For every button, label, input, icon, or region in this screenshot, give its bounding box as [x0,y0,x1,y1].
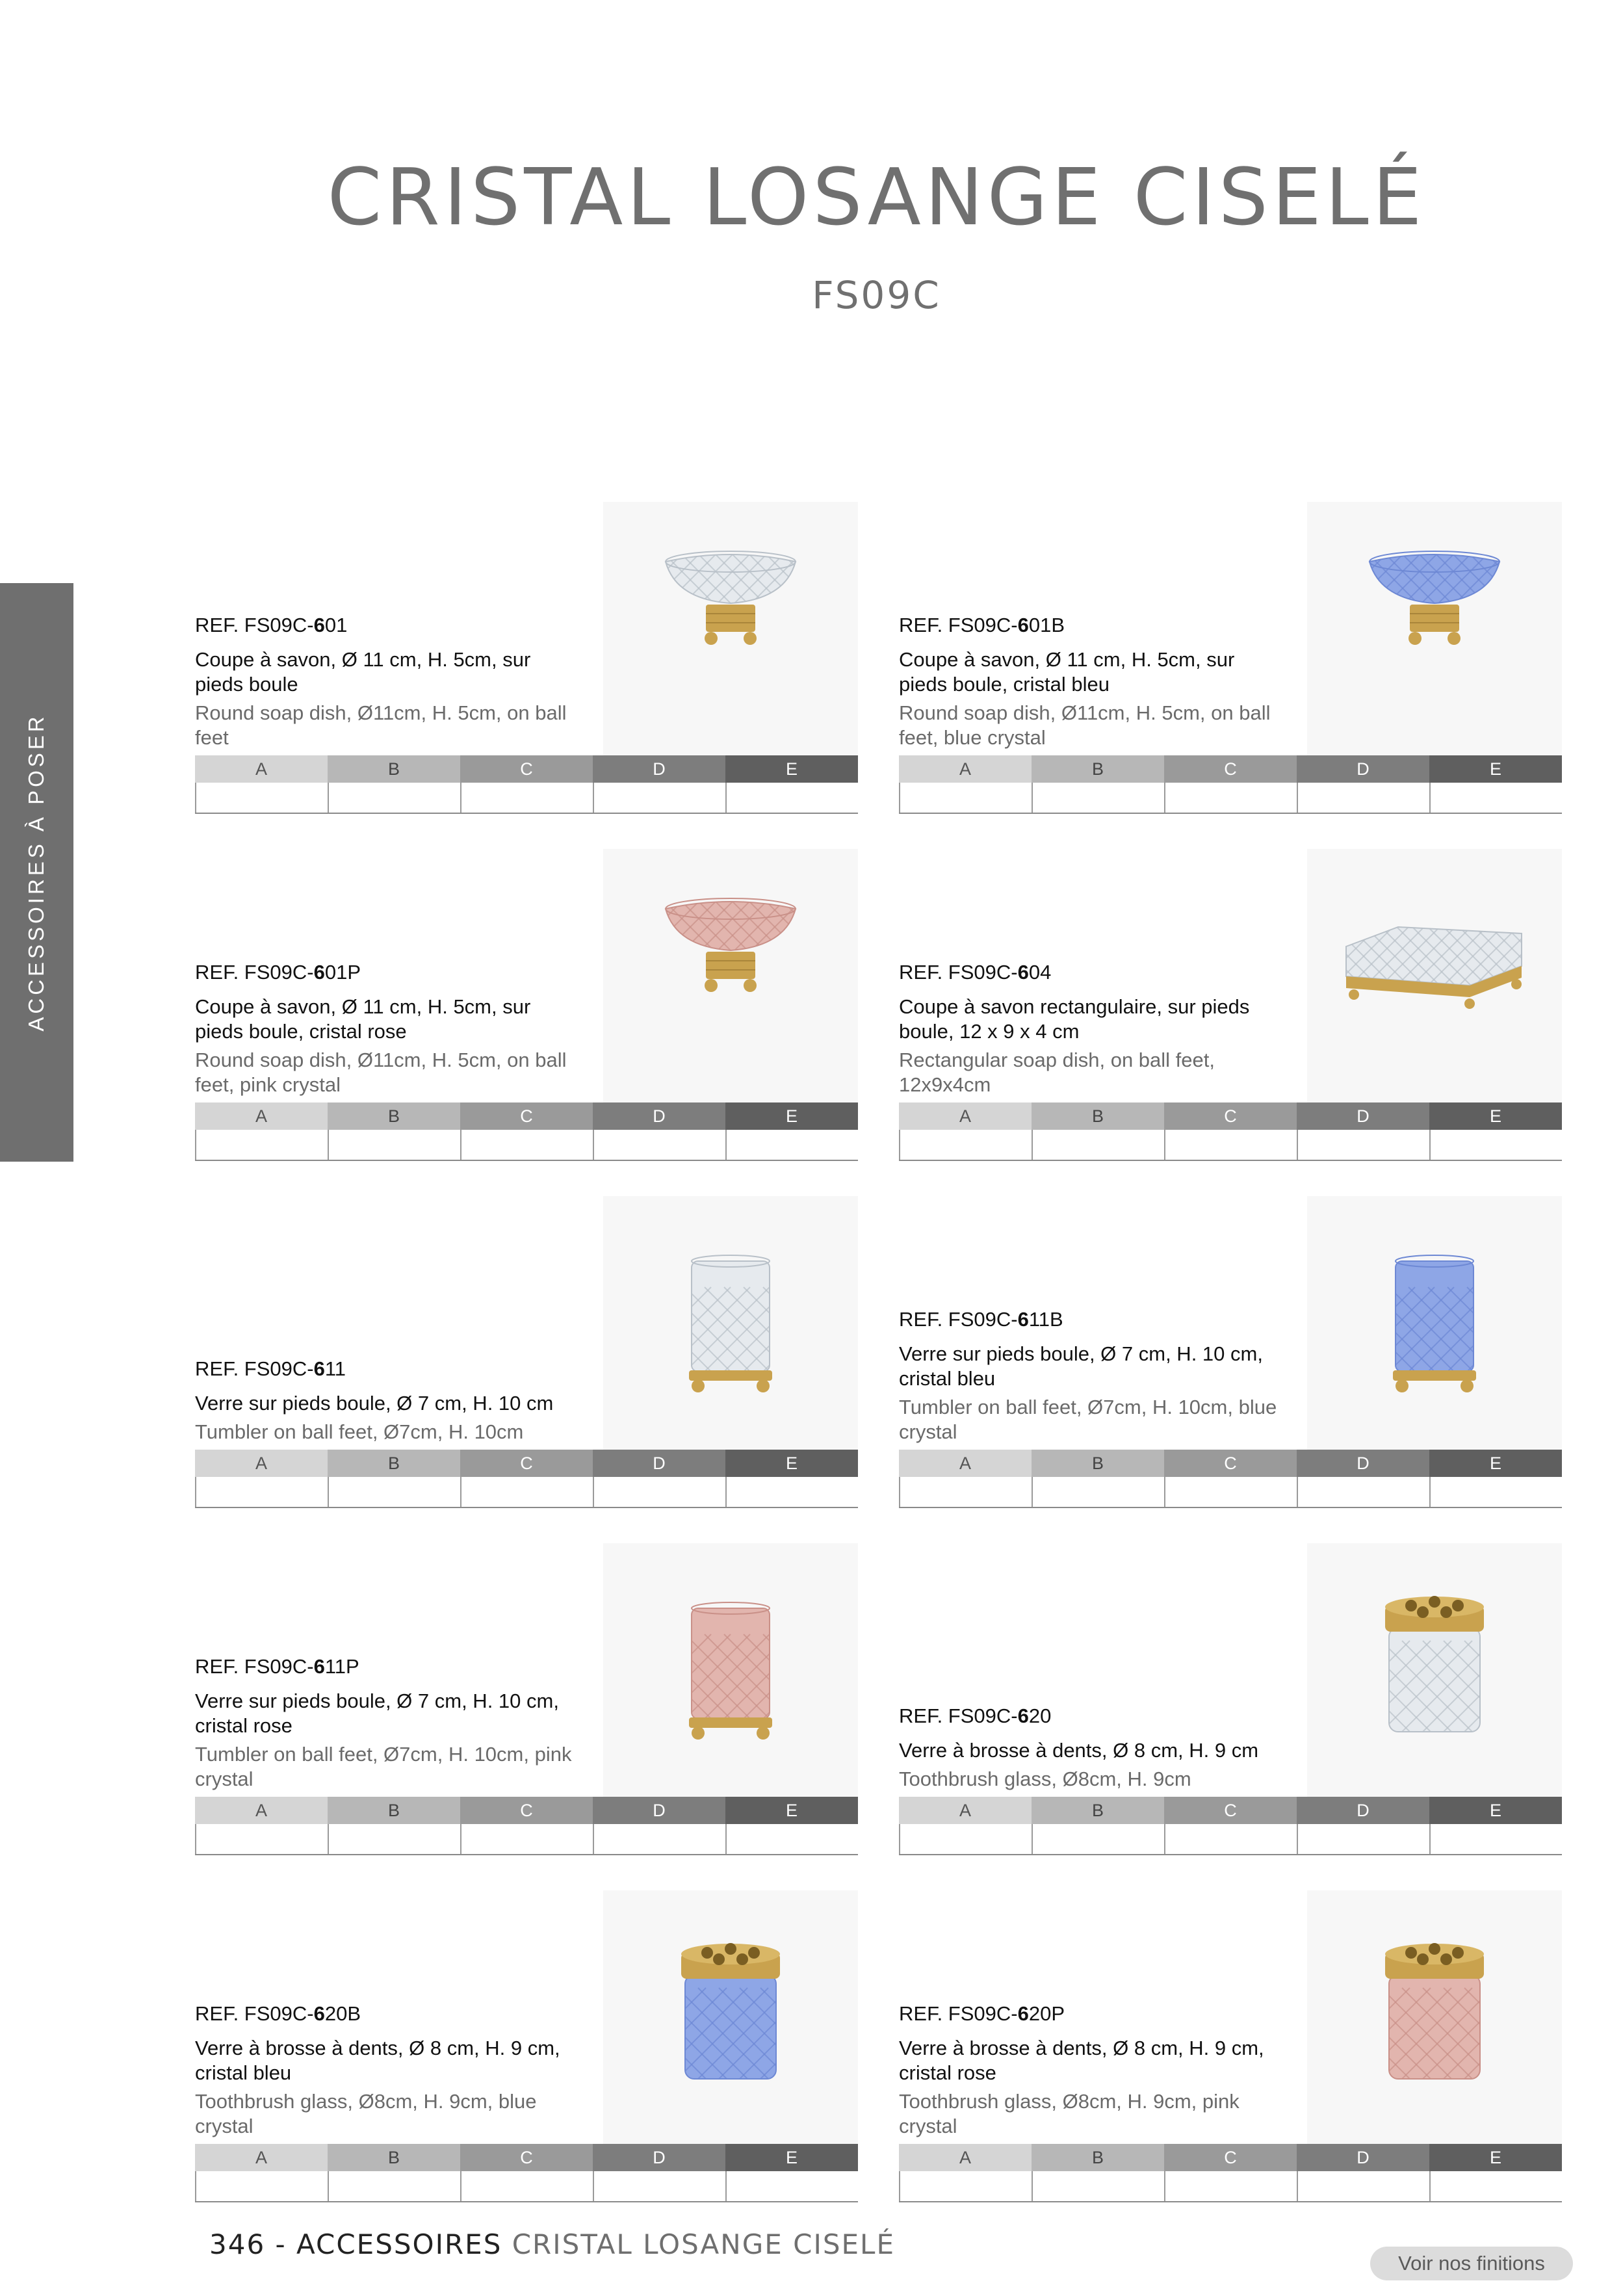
ref-suffix: 20P [1028,2002,1065,2025]
finish-table-header [899,2144,1562,2171]
finish-cell-d[interactable] [1297,783,1429,813]
ref-prefix: REF. FS09C- [195,1655,314,1678]
product-image [1307,1890,1562,2150]
finish-table-row [195,1824,858,1855]
finish-table-row [899,1477,1562,1508]
description-english-line: crystal [899,2115,957,2137]
finish-cell-b[interactable] [328,2171,460,2201]
ref-bold-digit: 6 [1017,614,1029,636]
finish-column-a: A [899,2144,1032,2171]
finish-column-b: B [328,1797,460,1824]
finish-column-a: A [195,1797,328,1824]
finish-table [195,1102,858,1162]
see-finishes-button[interactable]: Voir nos finitions [1370,2247,1573,2280]
product-image [603,502,858,762]
ref-suffix: 04 [1028,961,1052,984]
finish-table [195,2144,858,2204]
finish-column-c: C [460,755,593,783]
finish-column-c: C [1164,1797,1297,1824]
footer-collection: CRISTAL LOSANGE CISELÉ [512,2228,895,2260]
description-english-line: crystal [899,1420,957,1443]
finish-column-b: B [1032,1102,1164,1130]
description-french-line: boule, 12 x 9 x 4 cm [899,1020,1080,1043]
finish-column-d: D [593,2144,725,2171]
description-english-line: feet [195,726,229,749]
finish-table-header [195,1797,858,1824]
finish-column-a: A [899,1450,1032,1477]
finish-table [195,1450,858,1509]
description-english [899,701,1282,750]
finish-cell-e[interactable] [1429,2171,1562,2201]
finish-column-b: B [328,1102,460,1130]
finish-table-row [195,2171,858,2202]
finish-cell-d[interactable] [1297,1477,1429,1507]
description-english-line: crystal [195,1768,253,1790]
finish-table-row [899,1824,1562,1855]
finish-column-e: E [725,1450,858,1477]
description-french [195,1391,578,1416]
finish-cell-b[interactable] [328,1477,460,1507]
finish-table-row [195,783,858,814]
finish-column-a: A [195,755,328,783]
description-french-line: Verre à brosse à dents, Ø 8 cm, H. 9 cm, [195,2037,560,2059]
description-english-line: Rectangular soap dish, on ball feet, [899,1049,1215,1071]
product-image [603,1543,858,1803]
finish-cell-e[interactable] [1429,1130,1562,1160]
finish-cell-b[interactable] [328,783,460,813]
finish-cell-d[interactable] [593,2171,725,2201]
finish-cell-a[interactable] [899,1824,1032,1854]
finish-cell-c[interactable] [460,783,593,813]
finish-column-e: E [1429,1797,1562,1824]
page-footer [209,2228,895,2260]
product-card [899,849,1562,1155]
finish-cell-a[interactable] [195,783,328,813]
finish-cell-a[interactable] [899,783,1032,813]
product-image [603,849,858,1109]
ref-bold-digit: 6 [313,614,325,636]
description-english-line: 12x9x4cm [899,1073,991,1096]
finish-table-header [899,755,1562,783]
product-card [195,1196,858,1502]
finish-cell-a[interactable] [195,1477,328,1507]
finish-table [899,755,1562,815]
product-card [899,1543,1562,1849]
finish-column-b: B [328,755,460,783]
description-french-line: Verre à brosse à dents, Ø 8 cm, H. 9 cm [899,1739,1259,1762]
finish-column-b: B [1032,2144,1164,2171]
footer-section: ACCESSOIRES [296,2228,502,2260]
description-french [195,1689,578,1738]
description-french [899,995,1282,1044]
finish-column-c: C [460,1450,593,1477]
description-french [899,2036,1282,2085]
finish-column-d: D [593,755,725,783]
finish-table-header [195,1102,858,1130]
finish-cell-e[interactable] [725,783,858,813]
ref-suffix: 01B [1028,614,1065,636]
ref-suffix: 11P [324,1655,359,1678]
finish-cell-d[interactable] [593,1824,725,1854]
description-french-line: cristal rose [899,2061,996,2084]
description-french-line: cristal rose [195,1714,292,1737]
product-card [899,1196,1562,1502]
ref-bold-digit: 6 [1017,1308,1029,1331]
finish-column-e: E [1429,755,1562,783]
description-french-line: Coupe à savon, Ø 11 cm, H. 5cm, sur [195,648,531,671]
ref-bold-digit: 6 [313,1357,325,1380]
finish-column-b: B [1032,1450,1164,1477]
ref-prefix: REF. FS09C- [899,614,1018,636]
description-english-line: Toothbrush glass, Ø8cm, H. 9cm [899,1768,1191,1790]
finish-table-header [195,2144,858,2171]
collection-code: FS09C [812,273,941,317]
finish-column-a: A [899,1102,1032,1130]
description-english-line: feet, pink crystal [195,1073,341,1096]
product-image [603,1196,858,1456]
finish-table-row [195,1130,858,1161]
finish-cell-a[interactable] [195,1130,328,1160]
description-french [899,1342,1282,1391]
finish-table-header [899,1797,1562,1824]
description-english-line: Toothbrush glass, Ø8cm, H. 9cm, blue [195,2090,537,2113]
ref-prefix: REF. FS09C- [899,2002,1018,2025]
description-french-line: cristal bleu [195,2061,292,2084]
ref-bold-digit: 6 [1017,961,1029,984]
finish-column-c: C [1164,1450,1297,1477]
description-french [899,1738,1282,1763]
finish-cell-e[interactable] [725,1824,858,1854]
finish-table-header [899,1450,1562,1477]
finish-cell-c[interactable] [1164,1130,1297,1160]
finish-cell-b[interactable] [328,1130,460,1160]
ref-suffix: 11 [324,1357,346,1380]
product-card [195,1890,858,2196]
side-tab-label: ACCESSOIRES À POSER [24,713,48,1032]
finish-cell-d[interactable] [593,1130,725,1160]
ref-prefix: REF. FS09C- [899,961,1018,984]
description-english [899,1048,1282,1097]
ref-suffix: 20B [324,2002,361,2025]
finish-cell-e[interactable] [1429,1477,1562,1507]
finish-column-c: C [1164,1102,1297,1130]
finish-table-header [899,1102,1562,1130]
finish-table-row [899,783,1562,814]
description-french-line: pieds boule [195,673,298,696]
finish-table [195,1797,858,1857]
description-english [899,1395,1282,1444]
description-english [195,1048,578,1097]
finish-column-d: D [593,1450,725,1477]
product-card [899,502,1562,807]
product-reference [195,1655,359,1678]
finish-table [899,1450,1562,1509]
finish-column-d: D [1297,1450,1429,1477]
finish-cell-d[interactable] [1297,1130,1429,1160]
finish-table-header [195,1450,858,1477]
description-french-line: Verre sur pieds boule, Ø 7 cm, H. 10 cm [195,1392,554,1415]
ref-prefix: REF. FS09C- [195,1357,314,1380]
ref-bold-digit: 6 [1017,2002,1029,2025]
description-english-line: Tumbler on ball feet, Ø7cm, H. 10cm [195,1420,524,1443]
product-reference [899,2002,1065,2026]
finish-column-e: E [725,1102,858,1130]
description-english-line: Tumbler on ball feet, Ø7cm, H. 10cm, blue [899,1396,1277,1418]
description-french [195,995,578,1044]
ref-prefix: REF. FS09C- [195,961,314,984]
finish-cell-a[interactable] [195,2171,328,2201]
description-french-line: Coupe à savon rectangulaire, sur pieds [899,995,1250,1018]
finish-cell-b[interactable] [1032,1477,1164,1507]
finish-column-d: D [1297,1797,1429,1824]
description-french-line: Coupe à savon, Ø 11 cm, H. 5cm, sur [195,995,531,1018]
finish-cell-e[interactable] [725,1477,858,1507]
finish-column-b: B [1032,1797,1164,1824]
finish-table-row [899,2171,1562,2202]
description-english [195,1420,578,1444]
finish-cell-d[interactable] [593,783,725,813]
finish-cell-c[interactable] [1164,1477,1297,1507]
description-english-line: Round soap dish, Ø11cm, H. 5cm, on ball [195,1049,567,1071]
finish-cell-b[interactable] [1032,1130,1164,1160]
ref-prefix: REF. FS09C- [195,614,314,636]
finish-column-c: C [1164,755,1297,783]
ref-bold-digit: 6 [1017,1704,1029,1727]
finish-column-e: E [1429,1450,1562,1477]
finish-table [899,1797,1562,1857]
finish-cell-d[interactable] [1297,1824,1429,1854]
product-image [603,1890,858,2150]
finish-cell-c[interactable] [1164,783,1297,813]
description-english-line: Toothbrush glass, Ø8cm, H. 9cm, pink [899,2090,1240,2113]
product-image [1307,849,1562,1109]
ref-bold-digit: 6 [313,1655,325,1678]
product-image [1307,1543,1562,1803]
ref-prefix: REF. FS09C- [195,2002,314,2025]
product-card [195,502,858,807]
finish-column-b: B [1032,755,1164,783]
finish-cell-b[interactable] [1032,783,1164,813]
description-english-line: Round soap dish, Ø11cm, H. 5cm, on ball [899,701,1271,724]
finish-cell-b[interactable] [328,1824,460,1854]
finish-column-e: E [1429,1102,1562,1130]
finish-column-a: A [899,755,1032,783]
finish-column-d: D [593,1102,725,1130]
finish-column-a: A [195,1450,328,1477]
finish-table-row [899,1130,1562,1161]
description-french-line: pieds boule, cristal bleu [899,673,1110,696]
description-english-line: feet, blue crystal [899,726,1046,749]
finish-cell-e[interactable] [725,2171,858,2201]
finish-column-d: D [1297,2144,1429,2171]
description-english-line: Round soap dish, Ø11cm, H. 5cm, on ball [195,701,567,724]
ref-suffix: 20 [1028,1704,1052,1727]
finish-cell-a[interactable] [899,2171,1032,2201]
product-reference [195,1357,346,1381]
finish-cell-a[interactable] [195,1824,328,1854]
product-image [1307,502,1562,762]
description-english [195,701,578,750]
page-number: 346 [209,2228,266,2260]
description-french [195,2036,578,2085]
finish-table [195,755,858,815]
finish-column-e: E [725,2144,858,2171]
product-reference [195,2002,361,2026]
ref-prefix: REF. FS09C- [899,1704,1018,1727]
product-reference [195,614,347,637]
description-french-line: cristal bleu [899,1367,996,1390]
description-english [195,1742,578,1792]
finish-cell-c[interactable] [460,1130,593,1160]
finish-column-d: D [1297,1102,1429,1130]
description-english [899,2089,1282,2139]
footer-separator: - [265,2228,297,2260]
product-reference [899,614,1065,637]
finish-cell-b[interactable] [1032,2171,1164,2201]
finish-cell-c[interactable] [460,2171,593,2201]
ref-prefix: REF. FS09C- [899,1308,1018,1331]
finish-column-c: C [1164,2144,1297,2171]
ref-bold-digit: 6 [313,961,325,984]
finish-column-c: C [460,1102,593,1130]
finish-column-d: D [1297,755,1429,783]
ref-suffix: 01 [324,614,348,636]
product-reference [899,961,1051,984]
finish-column-a: A [899,1797,1032,1824]
ref-suffix: 01P [324,961,361,984]
product-card [195,849,858,1155]
finish-cell-e[interactable] [1429,1824,1562,1854]
description-english-line: Tumbler on ball feet, Ø7cm, H. 10cm, pink [195,1743,572,1766]
finish-column-c: C [460,1797,593,1824]
finish-table-row [195,1477,858,1508]
description-french-line: Verre sur pieds boule, Ø 7 cm, H. 10 cm, [899,1342,1263,1365]
page-title: CRISTAL LOSANGE CISELÉ [327,153,1426,243]
description-french-line: Verre sur pieds boule, Ø 7 cm, H. 10 cm, [195,1689,559,1712]
ref-suffix: 11B [1028,1308,1063,1331]
finish-cell-e[interactable] [725,1130,858,1160]
finish-cell-a[interactable] [899,1130,1032,1160]
description-english [899,1767,1282,1792]
finish-column-a: A [195,1102,328,1130]
finish-column-c: C [460,2144,593,2171]
finish-column-a: A [195,2144,328,2171]
description-french [899,647,1282,697]
description-english-line: crystal [195,2115,253,2137]
description-french [195,647,578,697]
product-card [899,1890,1562,2196]
finish-cell-d[interactable] [593,1477,725,1507]
finish-cell-c[interactable] [1164,1824,1297,1854]
finish-cell-c[interactable] [1164,2171,1297,2201]
finish-cell-c[interactable] [460,1824,593,1854]
finish-column-d: D [593,1797,725,1824]
finish-column-b: B [328,2144,460,2171]
product-image [1307,1196,1562,1456]
finish-column-e: E [725,1797,858,1824]
finish-cell-a[interactable] [899,1477,1032,1507]
description-french-line: Coupe à savon, Ø 11 cm, H. 5cm, sur [899,648,1235,671]
finish-column-e: E [1429,2144,1562,2171]
product-reference [899,1704,1051,1728]
finish-table-header [195,755,858,783]
finish-table [899,1102,1562,1162]
finish-cell-c[interactable] [460,1477,593,1507]
product-reference [195,961,361,984]
description-english [195,2089,578,2139]
product-card [195,1543,858,1849]
side-section-tab[interactable] [0,583,73,1162]
finish-cell-d[interactable] [1297,2171,1429,2201]
finish-column-e: E [725,755,858,783]
finish-cell-e[interactable] [1429,783,1562,813]
finish-cell-b[interactable] [1032,1824,1164,1854]
description-french-line: pieds boule, cristal rose [195,1020,407,1043]
finish-table [899,2144,1562,2204]
finish-column-b: B [328,1450,460,1477]
ref-bold-digit: 6 [313,2002,325,2025]
product-reference [899,1308,1063,1331]
description-french-line: Verre à brosse à dents, Ø 8 cm, H. 9 cm, [899,2037,1264,2059]
